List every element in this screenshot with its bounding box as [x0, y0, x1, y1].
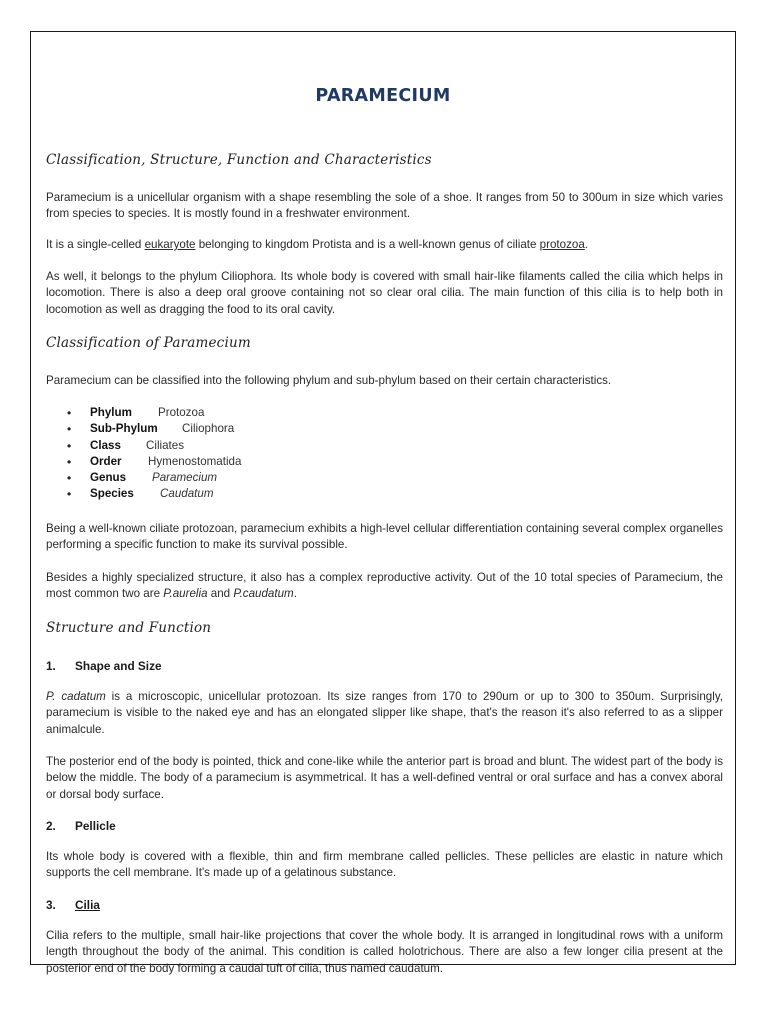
- list-item: • Class Ciliates: [67, 438, 185, 453]
- classification-list: [46, 405, 241, 503]
- eukaryote-link[interactable]: eukaryote: [144, 238, 196, 251]
- paragraph-pellicle: Its whole body is covered with a flexible, thin and firm membrane called pellicles. These pellicles are elastic in nature which supports the cell membrane. It's made up of a gelatinous substance.: [46, 850, 723, 880]
- bullet-icon: •: [67, 422, 72, 437]
- bullet-icon: •: [67, 454, 72, 469]
- document-page: [30, 31, 736, 975]
- bullet-icon: •: [67, 406, 72, 420]
- list-item: • Sub-Phylum Ciliophora: [67, 422, 235, 437]
- section-pellicle: 2. Pellicle: [46, 819, 116, 833]
- paragraph-classification-1: Being a well-known ciliate protozoan, paramecium exhibits a high-level cellular differentiation containing several complex organelles performing a specific function to make its survival possible.: [46, 522, 723, 552]
- section-shape-and-size: 1. Shape and Size: [46, 659, 162, 673]
- paragraph-cilia: Cilia refers to the multiple, small hair-like projections that cover the whole body. It is arranged in longitudinal rows with a uniform length throughout the body of the animal. This condition is called holotrichous. There are also a few longer cilia present at the posterior end of the body forming a caudal tuft of cilia, thus named caudatum.: [46, 929, 723, 975]
- page-title: PARAMECIUM: [315, 86, 451, 106]
- protozoa-link[interactable]: protozoa: [539, 238, 585, 251]
- list-item: • Phylum Protozoa: [67, 406, 205, 420]
- paragraph-classification-intro: Paramecium can be classified into the following phylum and sub-phylum based on their certain characteristics.: [46, 374, 612, 387]
- paragraph-shape-1: P. cadatum is a microscopic, unicellular protozoan. Its size ranges from 170 to 290um or up to 300 to 350um. Surprisingly, paramecium is visible to the naked eye and has an elongated slipper like shape, that's the reason it's also referred to as a slipper animalcule.: [46, 690, 723, 736]
- bullet-icon: •: [67, 438, 72, 453]
- bullet-icon: •: [67, 487, 72, 502]
- paragraph-intro-1: Paramecium is a unicellular organism with a shape resembling the sole of a shoe. It ranges from 50 to 300um in size which varies from species to species. It is mostly found in a freshwater environment.: [46, 191, 723, 221]
- heading-structure-and-function: Structure and Function: [46, 620, 212, 636]
- bullet-icon: •: [67, 471, 72, 486]
- section-cilia: 3. Cilia: [46, 898, 100, 912]
- heading-classification-structure: Classification, Structure, Function and Characteristics: [46, 152, 432, 168]
- paragraph-intro-2: It is a single-celled eukaryote belonging to kingdom Protista and is a well-known genus of ciliate protozoa.: [46, 238, 589, 251]
- paragraph-intro-3: As well, it belongs to the phylum Ciliophora. Its whole body is covered with small hair-like filaments called the cilia which helps in locomotion. There is also a deep oral groove containing not so clear oral cilia. The main function of this cilia is to help both in locomotion as well as dragging the food to its oral cavity.: [46, 270, 723, 316]
- paragraph-shape-2: The posterior end of the body is pointed, thick and cone-like while the anterior part is broad and blunt. The widest part of the body is below the middle. The body of a paramecium is asymmetrical. It has a well-defined ventral or oral surface and has a convex aboral or dorsal body surface.: [46, 755, 723, 801]
- paragraph-classification-2: Besides a highly specialized structure, it also has a complex reproductive activity. Out of the 10 total species of Paramecium, the most common two are P.aurelia and P.caudatum.: [46, 571, 723, 601]
- list-item: • Species Caudatum: [67, 487, 214, 502]
- list-item: • Order Hymenostomatida: [67, 454, 242, 469]
- heading-classification-of-paramecium: Classification of Paramecium: [46, 335, 251, 351]
- list-item: • Genus Paramecium: [67, 471, 218, 486]
